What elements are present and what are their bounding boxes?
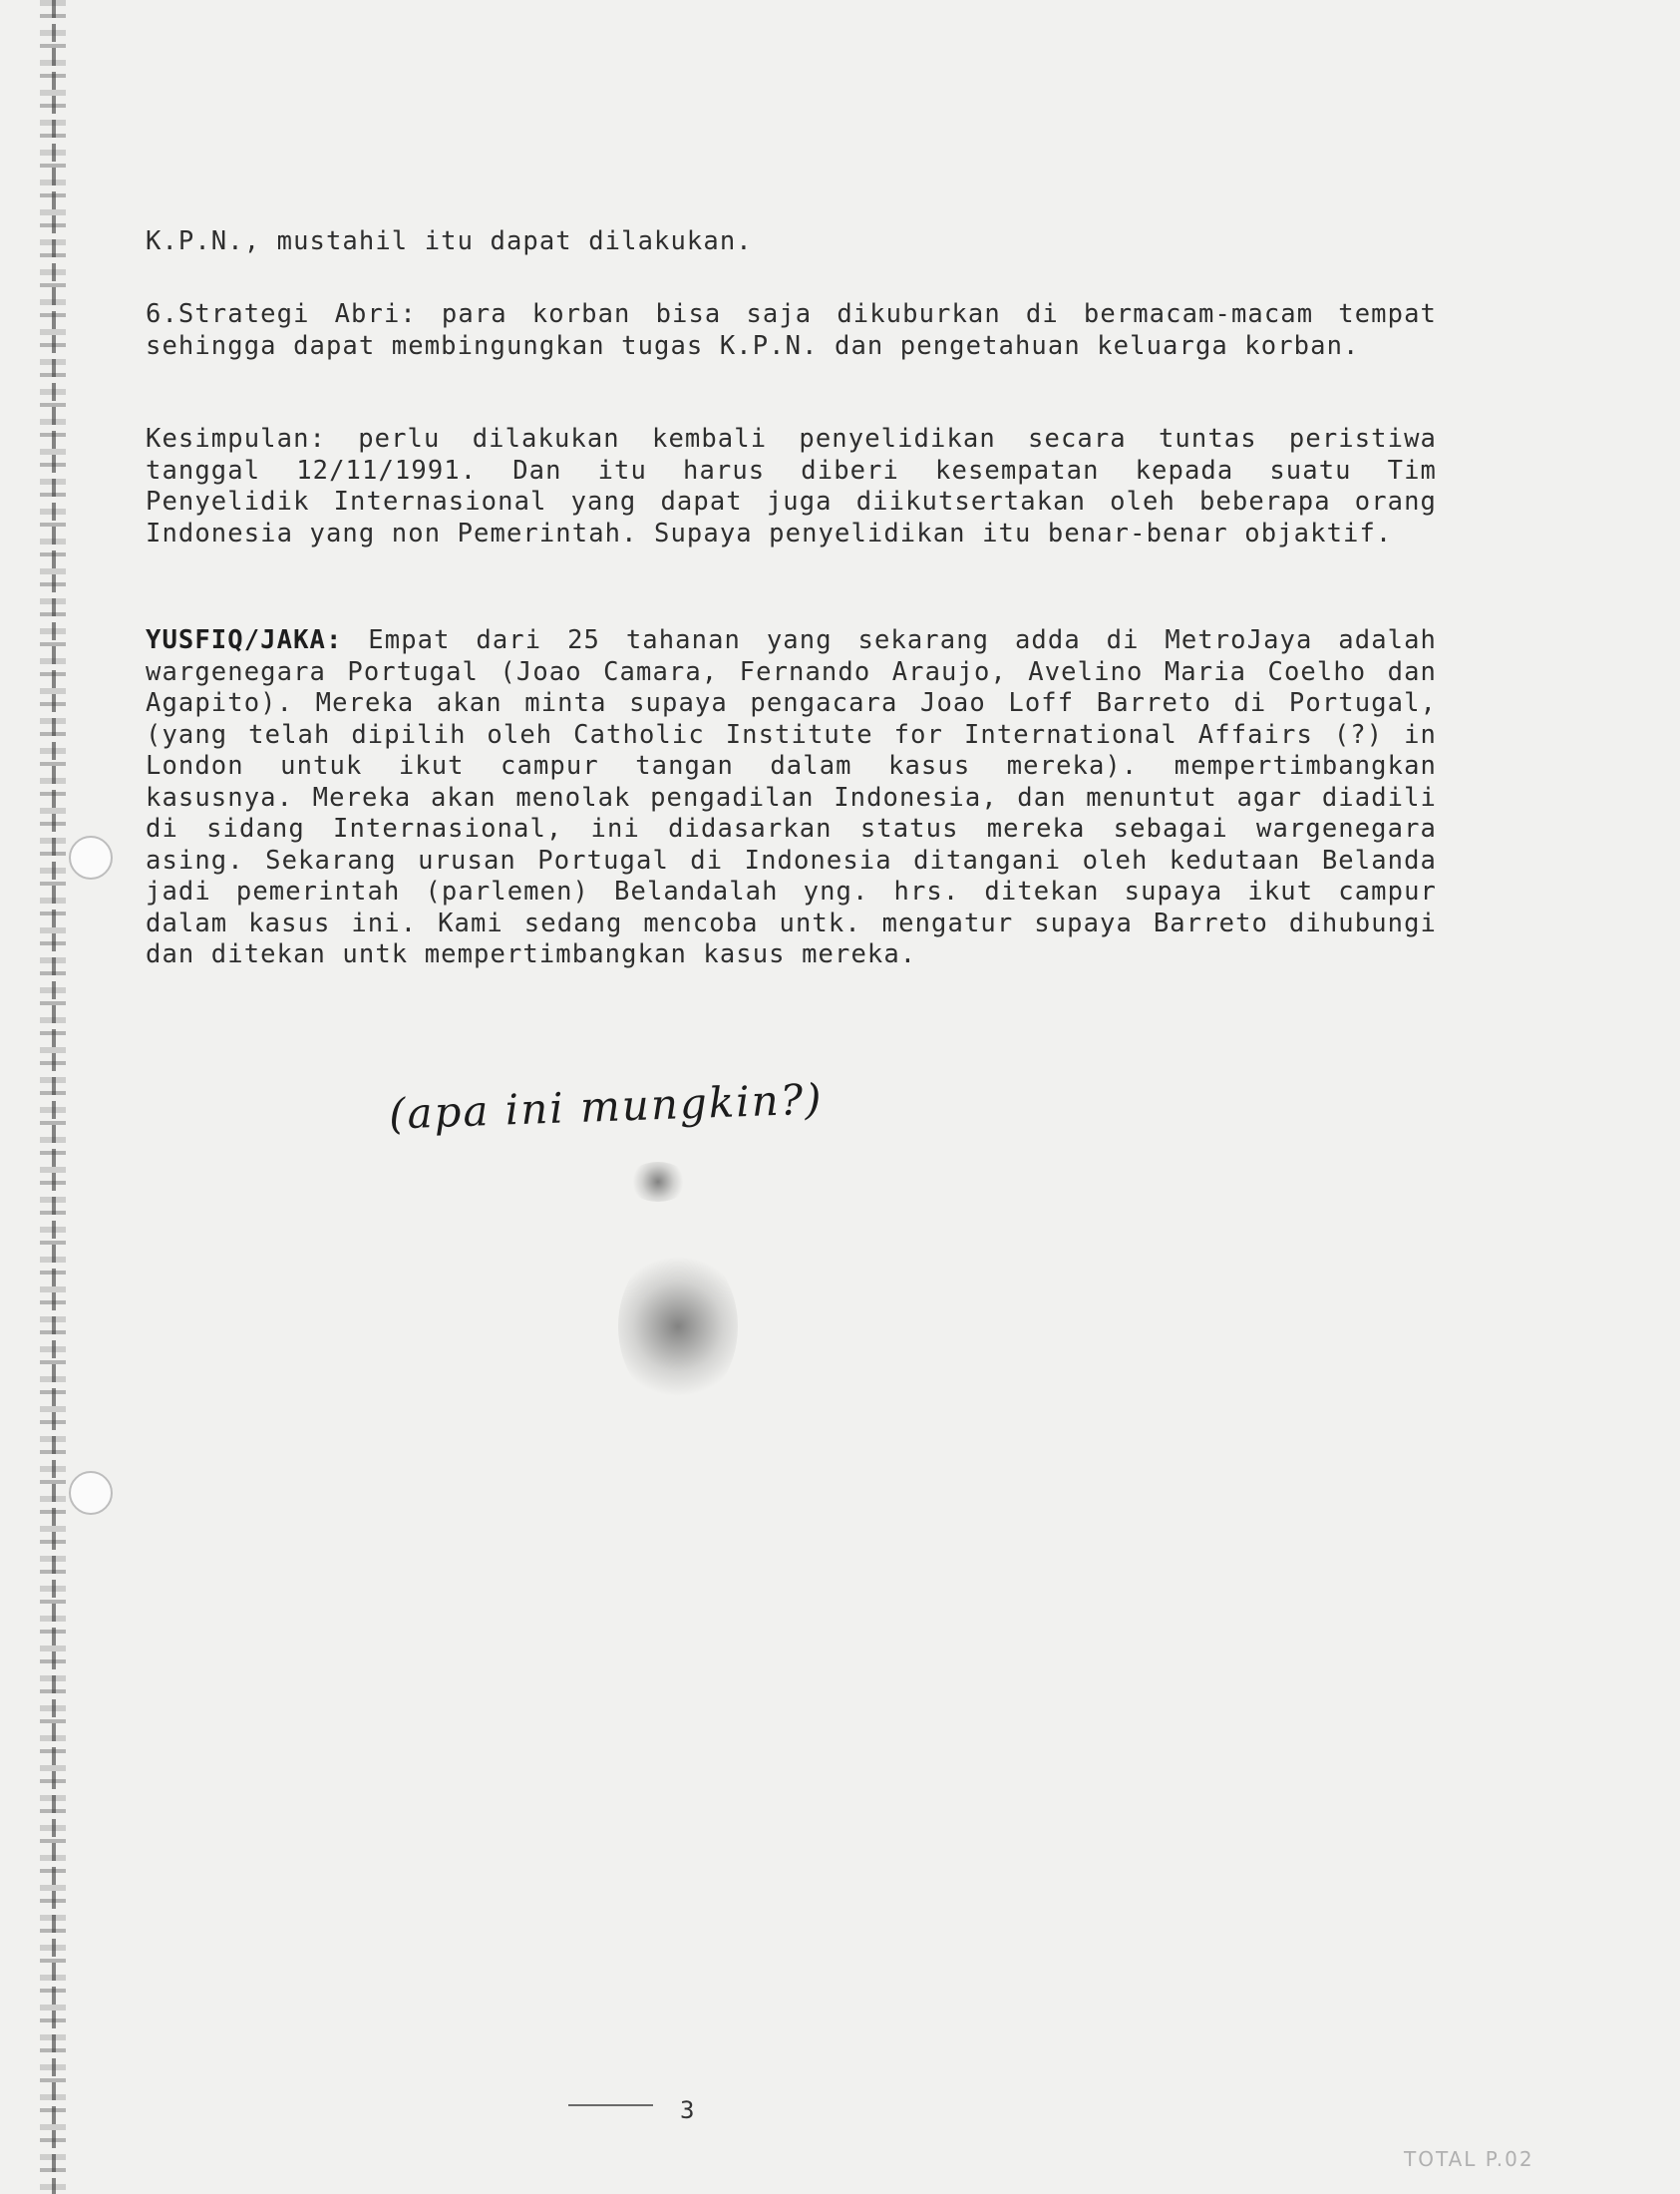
paragraph-text: Kesimpulan: perlu dilakukan kembali penyelidikan secara tuntas peristiwa tanggal 12/11/1991. Dan itu harus diberi kesempatan kepada suatu Tim Penyelidik Internasional yang dapat juga diikutsertakan oleh beberapa orang Indonesia yang non Pemerintah. Supaya penyelidikan itu benar-benar objaktif. [146,424,1437,548]
paragraph-kpn [146,226,1437,258]
punch-hole [69,836,113,880]
paragraph-text: K.P.N., mustahil itu dapat dilakukan. [146,226,753,256]
punch-hole [69,1471,113,1515]
dash-mark [568,2104,653,2106]
fax-scan-edge-line [52,0,56,2194]
paragraph-strategi [146,299,1437,362]
ink-smudge [618,1247,738,1406]
paragraph-label: YUSFIQ/JAKA: [146,625,343,655]
ink-smudge [628,1162,688,1202]
paragraph-yusfiq-jaka [146,625,1437,971]
fax-footer: TOTAL P.02 [1404,2147,1534,2171]
handwritten-note: (apa ini mungkin?) [388,1074,825,1139]
page-number: 3 [680,2096,695,2124]
paragraph-text: 6.Strategi Abri: para korban bisa saja dikuburkan di bermacam-macam tempat sehingga dapat membingungkan tugas K.P.N. dan pengetahuan keluarga korban. [146,299,1437,361]
paragraph-kesimpulan [146,424,1437,549]
paragraph-text: Empat dari 25 tahanan yang sekarang adda di MetroJaya adalah wargenegara Portugal (Joao Camara, Fernando Araujo, Avelino Maria Coelho dan Agapito). Mereka akan minta supaya pengacara Joao Loff Barreto di Portugal, (yang telah dipilih oleh Catholic Institute for International Affairs (?) in London untuk ikut campur tangan dalam kasus mereka). mempertimbangkan kasusnya. Mereka akan menolak pengadilan Indonesia, dan menuntut agar diadili di sidang Internasional, ini didasarkan status mereka sebagai wargenegara asing. Sekarang urusan Portugal di Indonesia ditangani oleh kedutaan Belanda jadi pemerintah (parlemen) Belandalah yng. hrs. ditekan supaya ikut campur dalam kasus ini. Kami sedang mencoba untk. mengatur supaya Barreto dihubungi dan ditekan untk mempertimbangkan kasus mereka. [146,625,1438,969]
